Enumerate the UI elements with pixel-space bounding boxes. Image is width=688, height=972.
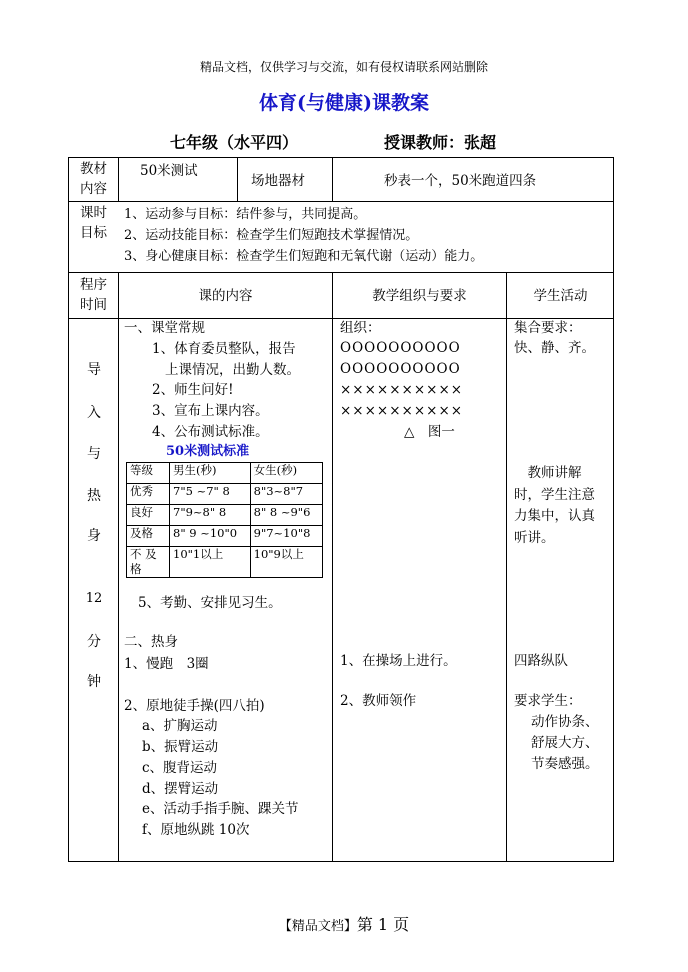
exercise-item: e、活动手指手腕、踝关节 [142, 801, 299, 817]
grade-level: 七年级（水平四） [170, 133, 299, 152]
goal-item: 1、运动参与目标：结件参与，共同提高。 [124, 207, 367, 222]
table-cell: 10"1以上 [170, 547, 251, 578]
exercise-item: a、扩胸运动 [142, 718, 218, 734]
page-footer [0, 912, 688, 935]
exercise-item: c、腹背运动 [142, 760, 218, 776]
col-divider [237, 157, 238, 201]
warmup-item: 2、原地徒手操(四八拍) [124, 698, 265, 714]
teacher-lead: 2、教师领作 [340, 693, 417, 709]
teacher-name: 授课教师：张超 [384, 133, 497, 152]
col-header-organization: 教学组织与要求 [372, 288, 467, 304]
exercise-item: f、原地纵跳 10次 [142, 822, 250, 838]
goals-list [124, 204, 483, 267]
organization-label: 组织： [340, 320, 381, 336]
standard-table [126, 462, 323, 578]
exercise-item: d、摆臂运动 [142, 781, 219, 797]
table-cell: 10"9以上 [250, 547, 322, 578]
col-divider [332, 157, 333, 201]
goals-label: 课时 目标 [80, 205, 107, 241]
table-cell: 良好 [127, 505, 170, 526]
table-row [127, 547, 323, 578]
row-divider [68, 201, 614, 202]
table-row [127, 505, 323, 526]
table-cell: 9"7~10"8 [250, 526, 322, 547]
side-char: 热 [87, 488, 101, 504]
routine-item: 2、师生问好! [152, 382, 234, 398]
page-number: 第 1 页 [356, 915, 410, 934]
row-divider [68, 272, 614, 273]
col-header-student: 学生活动 [533, 288, 588, 304]
side-char: 身 [87, 528, 101, 544]
gather-requirement-detail: 快、静、齐。 [514, 340, 595, 356]
routine-item: 3、宣布上课内容。 [152, 403, 269, 419]
formation-circles: OOOOOOOOOO [340, 340, 461, 356]
side-char: 与 [87, 446, 101, 462]
gather-requirement: 集合要求： [514, 320, 582, 336]
table-cell: 等级 [127, 463, 170, 484]
table-row [127, 526, 323, 547]
table-cell: 不 及 格 [127, 547, 170, 578]
figure-caption: △ 图一 [404, 424, 455, 440]
page-title: 体育(与健康)课教案 [259, 92, 429, 114]
table-cell: 8" 9 ~10"0 [170, 526, 251, 547]
student-requirement: 要求学生： [514, 693, 582, 709]
side-char: 钟 [87, 674, 101, 690]
col-divider [118, 157, 119, 201]
exercise-item: b、振臂运动 [142, 739, 219, 755]
material-content: 50米测试 [140, 163, 198, 179]
col-header-content: 课的内容 [198, 288, 253, 304]
table-row [127, 484, 323, 505]
section-warmup: 二、热身 [124, 634, 178, 650]
student-requirement-item: 节奏感强。 [531, 756, 599, 772]
standard-title: 50米测试标准 [166, 444, 250, 459]
goal-item: 3、身心健康目标：检查学生们短跑和无氧代谢（运动）能力。 [124, 249, 484, 264]
warmup-location: 1、在操场上进行。 [340, 653, 457, 669]
col-divider [506, 272, 507, 862]
listen-requirement: 教师讲解 时，学生注意 力集中，认真 听讲。 [514, 465, 595, 546]
side-char: 分 [87, 634, 101, 650]
table-cell: 8"3~8"7 [250, 484, 322, 505]
side-char: 入 [87, 405, 101, 421]
warmup-item: 1、慢跑 3圈 [124, 656, 209, 672]
venue-equipment: 秒表一个，50米跑道四条 [384, 173, 537, 189]
routine-item: 4、公布测试标准。 [152, 424, 269, 440]
side-minutes: 12 [85, 591, 103, 606]
procedure-label: 程序 时间 [80, 277, 107, 313]
table-cell: 7"5 ~7" 8 [170, 484, 251, 505]
student-requirement-item: 动作协条、 [531, 714, 599, 730]
routine-item: 5、考勤、安排见习生。 [138, 595, 282, 611]
table-cell: 男生(秒) [170, 463, 251, 484]
material-label: 教材 内容 [80, 161, 107, 197]
table-cell: 8" 8 ~9"6 [250, 505, 322, 526]
formation-crosses: ×××××××××× [340, 403, 464, 419]
col-divider [332, 272, 333, 862]
venue-label: 场地器材 [251, 173, 305, 189]
table-cell: 7"9~8" 8 [170, 505, 251, 526]
footer-tag: 【精品文档】 [278, 919, 357, 934]
copyright-notice: 精品文档，仅供学习与交流，如有侵权请联系网站删除 [199, 60, 488, 74]
formation-circles: OOOOOOOOOO [340, 361, 461, 377]
student-requirement-item: 舒展大方、 [531, 735, 599, 751]
table-row [127, 463, 323, 484]
table-cell: 及格 [127, 526, 170, 547]
goal-item: 2、运动技能目标：检查学生们短跑技术掌握情况。 [124, 228, 419, 243]
routine-item: 上课情况，出勤人数。 [165, 362, 300, 378]
side-char: 导 [87, 362, 101, 378]
table-cell: 优秀 [127, 484, 170, 505]
routine-item: 1、体育委员整队，报告 [152, 341, 296, 357]
formation-crosses: ×××××××××× [340, 382, 464, 398]
section-routine: 一、课堂常规 [124, 320, 205, 336]
table-cell: 女生(秒) [250, 463, 322, 484]
formation-note: 四路纵队 [514, 653, 568, 669]
